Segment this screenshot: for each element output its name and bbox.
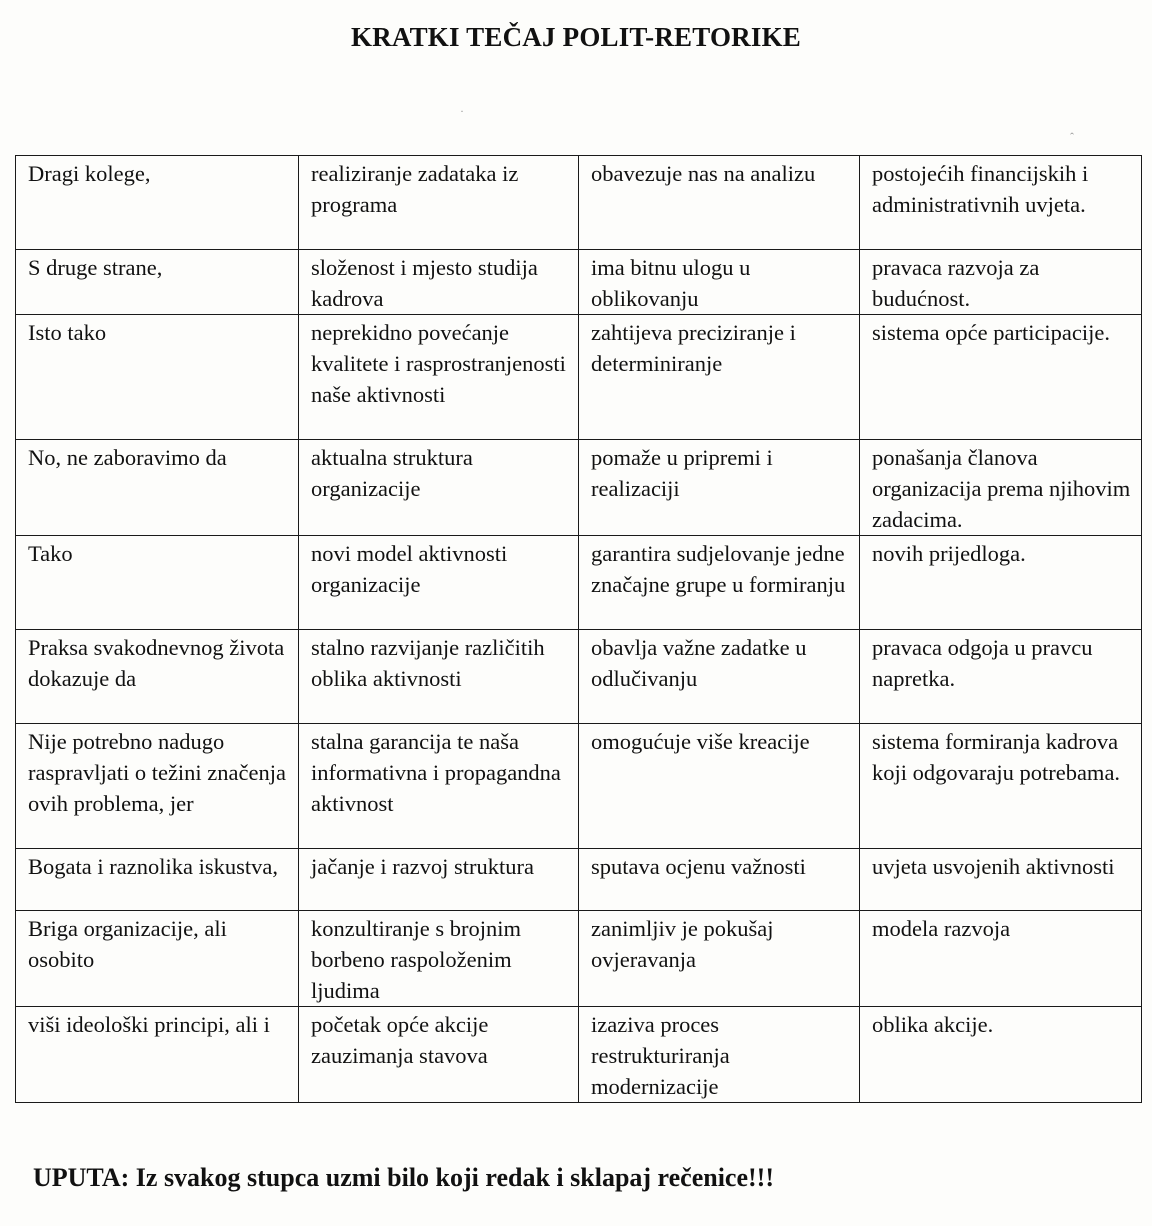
- table-cell-verb: sputava ocjenu važnosti: [579, 849, 860, 911]
- table-row: [16, 156, 1142, 250]
- table-row: [16, 630, 1142, 724]
- table-row: [16, 1007, 1142, 1103]
- table-cell-object: ponašanja članova organizacija prema njihovim zadacima.: [860, 440, 1142, 536]
- table-row: [16, 250, 1142, 315]
- table-cell-subject: jačanje i razvoj struktura: [299, 849, 579, 911]
- table-cell-verb: izaziva proces restrukturiranja modernizacije: [579, 1007, 860, 1103]
- table-cell-object: novih prijedloga.: [860, 536, 1142, 630]
- table-cell-intro: Briga organizacije, ali osobito: [16, 911, 299, 1007]
- table-cell-object: pravaca razvoja za budućnost.: [860, 250, 1142, 315]
- table-cell-intro: No, ne zaboravimo da: [16, 440, 299, 536]
- table-cell-subject: stalno razvijanje različitih oblika aktivnosti: [299, 630, 579, 724]
- table-cell-verb: omogućuje više kreacije: [579, 724, 860, 849]
- table-cell-subject: stalna garancija te naša informativna i propagandna aktivnost: [299, 724, 579, 849]
- scan-speck: ˆ: [1070, 130, 1074, 144]
- table-cell-intro: Nije potrebno nadugo raspravljati o težini značenja ovih problema, jer: [16, 724, 299, 849]
- table-cell-intro: viši ideološki principi, ali i: [16, 1007, 299, 1103]
- table-cell-object: pravaca odgoja u pravcu napretka.: [860, 630, 1142, 724]
- table-cell-subject: složenost i mjesto studija kadrova: [299, 250, 579, 315]
- table-cell-intro: Dragi kolege,: [16, 156, 299, 250]
- document-title: KRATKI TEČAJ POLIT-RETORIKE: [350, 22, 802, 52]
- table-cell-object: postojećih financijskih i administrativnih uvjeta.: [860, 156, 1142, 250]
- table-cell-verb: zahtijeva preciziranje i determiniranje: [579, 315, 860, 440]
- table-cell-subject: konzultiranje s brojnim borbeno raspoloženim ljudima: [299, 911, 579, 1007]
- table-cell-subject: početak opće akcije zauzimanja stavova: [299, 1007, 579, 1103]
- instruction-text: UPUTA: Iz svakog stupca uzmi bilo koji redak i sklapaj rečenice!!!: [33, 1163, 774, 1192]
- table-row: [16, 911, 1142, 1007]
- table-cell-intro: Tako: [16, 536, 299, 630]
- table-cell-object: sistema formiranja kadrova koji odgovaraju potrebama.: [860, 724, 1142, 849]
- table-cell-intro: Isto tako: [16, 315, 299, 440]
- table-cell-verb: ima bitnu ulogu u oblikovanju: [579, 250, 860, 315]
- table-cell-object: modela razvoja: [860, 911, 1142, 1007]
- table-cell-intro: S druge strane,: [16, 250, 299, 315]
- phrase-table-body: [16, 156, 1142, 1103]
- table-row: [16, 440, 1142, 536]
- table-cell-subject: novi model aktivnosti organizacije: [299, 536, 579, 630]
- scan-speck: ·: [460, 104, 464, 118]
- table-cell-verb: zanimljiv je pokušaj ovjeravanja: [579, 911, 860, 1007]
- table-cell-verb: obavezuje nas na analizu: [579, 156, 860, 250]
- table-cell-subject: realiziranje zadataka iz programa: [299, 156, 579, 250]
- table-cell-verb: pomaže u pripremi i realizaciji: [579, 440, 860, 536]
- table-cell-object: sistema opće participacije.: [860, 315, 1142, 440]
- table-row: [16, 724, 1142, 849]
- table-cell-subject: neprekidno povećanje kvalitete i rasprostranjenosti naše aktivnosti: [299, 315, 579, 440]
- table-row: [16, 315, 1142, 440]
- table-cell-subject: aktualna struktura organizacije: [299, 440, 579, 536]
- table-row: [16, 536, 1142, 630]
- table-cell-intro: Bogata i raznolika iskustva,: [16, 849, 299, 911]
- table-cell-verb: garantira sudjelovanje jedne značajne grupe u formiranju: [579, 536, 860, 630]
- table-cell-verb: obavlja važne zadatke u odlučivanju: [579, 630, 860, 724]
- table-row: [16, 849, 1142, 911]
- table-cell-object: uvjeta usvojenih aktivnosti: [860, 849, 1142, 911]
- table-cell-intro: Praksa svakodnevnog života dokazuje da: [16, 630, 299, 724]
- phrase-table: [15, 155, 1142, 1103]
- table-cell-object: oblika akcije.: [860, 1007, 1142, 1103]
